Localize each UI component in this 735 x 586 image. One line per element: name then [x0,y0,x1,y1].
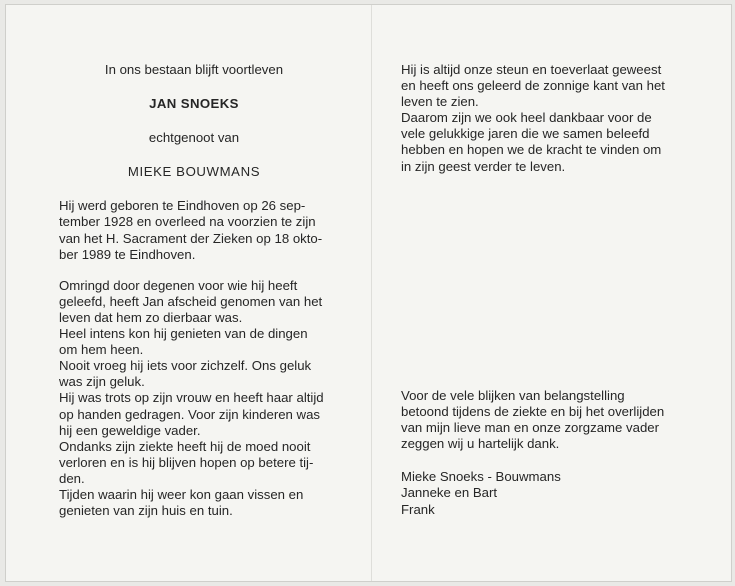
closing-section [401,388,701,518]
text-line: tember 1928 en overleed na voorzien te zijn [59,214,316,230]
text-line: Nooit vroeg hij iets voor zichzelf. Ons geluk [59,358,312,374]
signature-line: Mieke Snoeks - Bouwmans [401,469,561,485]
text-line: leven dat hem zo dierbaar was. [59,309,243,325]
remembrance-paragraph [59,278,329,519]
text-line: Hij is altijd onze steun en toeverlaat geweest [401,62,662,77]
opening-line: In ons bestaan blijft voortleven [104,62,284,77]
right-panel [401,62,701,175]
text-line: op handen gedragen. Voor zijn kinderen was [59,406,321,422]
text-line: Hij werd geboren te Eindhoven op 26 sep- [59,198,306,214]
text-line: Daarom zijn we ook heel dankbaar voor de [401,110,652,126]
text-line: in zijn geest verder te leven. [401,158,566,174]
thanks-paragraph [401,388,701,452]
text-line: Omringd door degenen voor wie hij heeft [59,277,298,293]
text-line: van het H. Sacrament der Zieken op 18 okto- [59,230,323,246]
card-fold-line [371,5,372,581]
text-line: genieten van zijn huis en tuin. [59,503,233,519]
text-line: Ondanks zijn ziekte heeft hij de moed nooit [59,438,311,454]
text-line: verloren en is hij blijven hopen op betere tij- [59,454,314,470]
text-line: en heeft ons geleerd de zonnige kant van het [401,78,665,94]
text-line: was zijn geluk. [59,374,145,390]
text-line: den. [59,470,85,486]
text-line: om hem heen. [59,342,144,358]
text-line: hij een geweldige vader. [59,422,201,438]
text-line: betoond tijdens de ziekte en bij het overlijden [401,404,665,420]
text-line: Heel intens kon hij genieten van de dingen [59,326,308,342]
text-line: zeggen wij u hartelijk dank. [401,436,560,452]
text-line: van mijn lieve man en onze zorgzame vader [401,420,660,436]
relation-text: echtgenoot van [148,130,240,146]
text-line: vele gelukkige jaren die we samen beleefd [401,126,650,142]
text-line: ber 1989 te Eindhoven. [59,246,196,262]
deceased-name: JAN SNOEKS [149,96,239,112]
text-line: Hij was trots op zijn vrouw en heeft haar altijd [59,390,324,406]
text-line: leven te zien. [401,94,479,110]
spouse-name: MIEKE BOUWMANS [127,164,261,180]
text-line: Tijden waarin hij weer kon gaan vissen en [59,486,304,502]
text-line: Voor de vele blijken van belangstelling [401,388,625,403]
text-line: geleefd, heeft Jan afscheid genomen van het [59,293,323,309]
birth-death-paragraph [59,198,329,262]
signature-line: Frank [401,501,435,517]
signatures [401,469,701,517]
signature-line: Janneke en Bart [401,485,498,501]
left-panel [59,62,329,519]
memorial-card [5,4,732,582]
text-line: hebben en hopen we de kracht te vinden om [401,142,662,158]
tribute-paragraph [401,62,701,175]
